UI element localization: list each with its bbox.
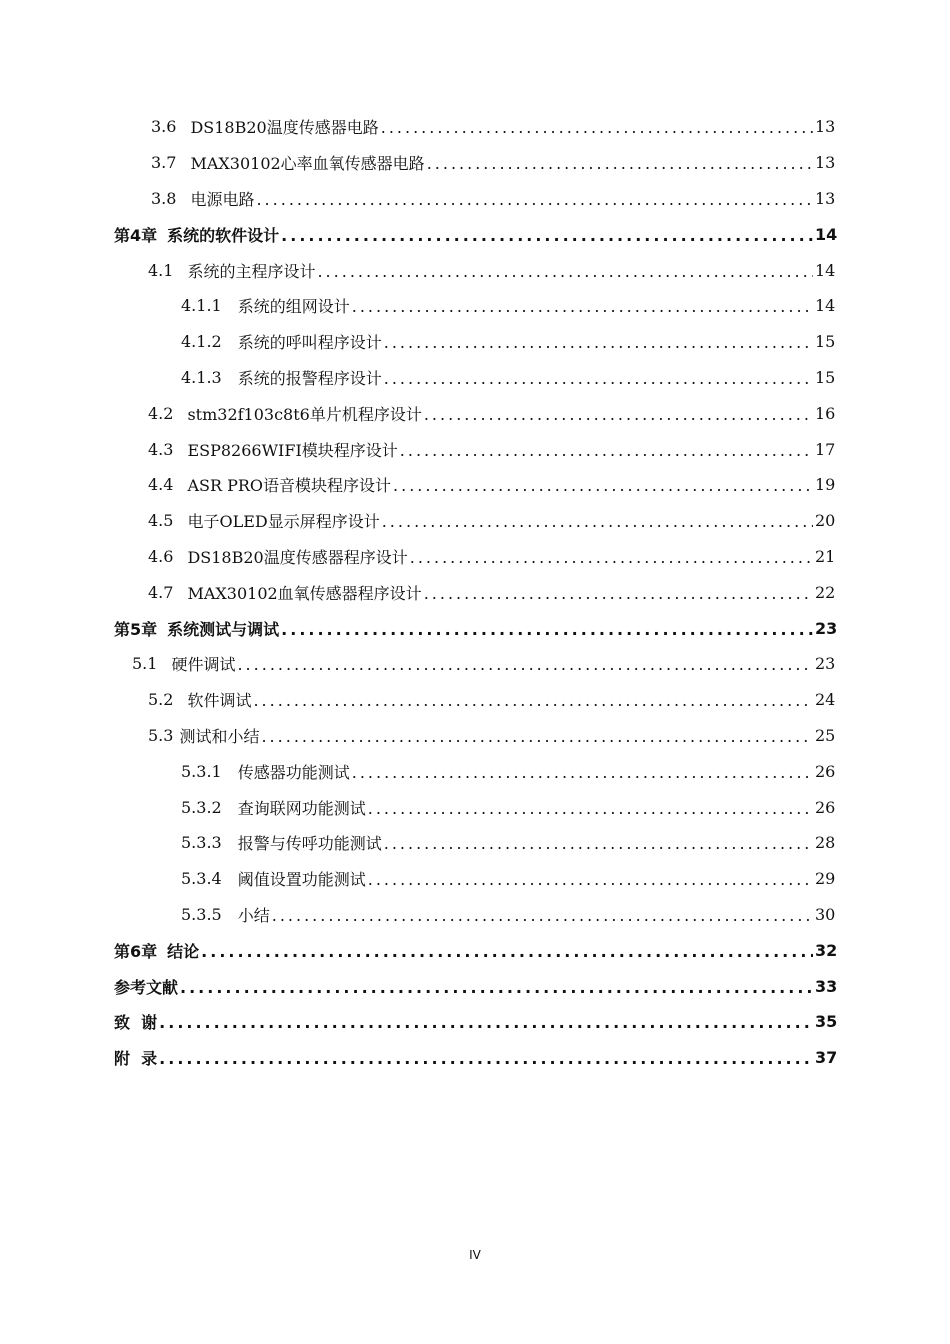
toc-chapter-number: 第4章 [114, 225, 158, 245]
toc-entry-title: ASR PRO语音模块程序设计 [187, 476, 392, 496]
toc-entry-page: 15 [815, 367, 836, 387]
toc-entry-page: 25 [815, 725, 836, 745]
dot-leader [410, 548, 813, 567]
toc-chapter-title: 致 谢 [114, 1013, 158, 1033]
toc-entry-number: 4.5 [148, 511, 174, 531]
toc-chapter-page: 32 [815, 940, 838, 960]
toc-entry-page: 28 [815, 833, 836, 853]
toc-entry-page: 20 [815, 511, 836, 531]
toc-chapter[interactable] [0, 1004, 950, 1040]
toc-entry-title: 报警与传呼功能测试 [237, 834, 382, 854]
toc-entry-page: 24 [815, 690, 836, 710]
toc-chapter-page: 35 [815, 1012, 838, 1032]
toc-entry-number: 4.2 [148, 403, 174, 423]
dot-leader [368, 870, 813, 889]
toc-entry-number: 5.3.2 [181, 797, 222, 817]
toc-entry-title: 系统的呼叫程序设计 [237, 333, 382, 353]
toc-entry[interactable] [0, 109, 950, 145]
toc-chapter-number: 第5章 [114, 619, 158, 639]
toc-entry-number: 5.3.3 [181, 833, 222, 853]
page-number-footer: IV [469, 1248, 481, 1262]
toc-entry-number: 5.3.4 [181, 869, 222, 889]
toc-entry-page: 29 [815, 869, 836, 889]
toc-entry-page: 19 [815, 475, 836, 495]
toc-entry-number: 5.3.1 [181, 761, 222, 781]
toc-entry-page: 13 [815, 117, 836, 137]
table-of-contents [0, 109, 950, 1076]
dot-leader [393, 476, 813, 495]
toc-entry-title: DS18B20温度传感器电路 [190, 118, 379, 138]
toc-entry[interactable] [0, 431, 950, 467]
toc-chapter-title: 系统测试与调试 [167, 619, 280, 639]
dot-leader [272, 906, 813, 925]
toc-entry[interactable] [0, 682, 950, 718]
dot-leader [427, 154, 813, 173]
dot-leader [381, 118, 813, 137]
toc-entry-number: 5.3.5 [181, 904, 222, 924]
dot-leader [352, 297, 813, 316]
dot-leader [281, 226, 813, 245]
toc-entry[interactable] [0, 503, 950, 539]
toc-entry-page: 14 [815, 260, 836, 280]
toc-chapter-title: 结论 [167, 941, 200, 961]
toc-entry-number: 4.1.3 [181, 367, 222, 387]
toc-entry-page: 26 [815, 797, 836, 817]
toc-entry[interactable] [0, 539, 950, 575]
toc-entry-number: 4.6 [148, 546, 174, 566]
toc-subentry[interactable] [0, 825, 950, 861]
toc-entry[interactable] [0, 574, 950, 610]
toc-chapter-page: 33 [815, 976, 838, 996]
toc-subentry[interactable] [0, 324, 950, 360]
toc-entry-title: 测试和小结 [179, 726, 260, 746]
toc-entry-page: 13 [815, 188, 836, 208]
toc-entry-page: 21 [815, 546, 836, 566]
toc-entry-title: 硬件调试 [171, 655, 236, 675]
dot-leader [237, 655, 813, 674]
toc-entry-page: 14 [815, 296, 836, 316]
toc-chapter-page: 14 [815, 224, 838, 244]
toc-entry-page: 16 [815, 403, 836, 423]
toc-chapter-page: 37 [815, 1048, 838, 1068]
toc-entry-title: 系统的主程序设计 [187, 261, 316, 281]
dot-leader [352, 763, 813, 782]
toc-entry[interactable] [0, 252, 950, 288]
toc-subentry[interactable] [0, 360, 950, 396]
toc-subentry[interactable] [0, 288, 950, 324]
dot-leader [384, 834, 813, 853]
toc-entry-number: 4.3 [148, 439, 174, 459]
toc-entry-number: 4.7 [148, 582, 174, 602]
toc-entry-title: 系统的组网设计 [237, 297, 350, 317]
toc-subentry[interactable] [0, 753, 950, 789]
toc-chapter-page: 23 [815, 618, 838, 638]
toc-entry-page: 26 [815, 761, 836, 781]
toc-chapter[interactable] [0, 216, 950, 252]
toc-entry[interactable] [0, 145, 950, 181]
toc-entry[interactable] [0, 395, 950, 431]
dot-leader [317, 262, 813, 281]
dot-leader [201, 942, 813, 961]
dot-leader [400, 441, 813, 460]
toc-entry-page: 17 [815, 439, 836, 459]
toc-entry-title: MAX30102血氧传感器程序设计 [187, 583, 422, 603]
toc-subentry[interactable] [0, 861, 950, 897]
dot-leader [382, 512, 813, 531]
toc-entry-number: 4.4 [148, 475, 174, 495]
dot-leader [281, 620, 813, 639]
toc-entry-title: 电源电路 [190, 189, 255, 209]
dot-leader [253, 691, 813, 710]
dot-leader [368, 799, 813, 818]
toc-entry[interactable] [0, 718, 950, 754]
toc-entry-number: 4.1.2 [181, 332, 222, 352]
toc-chapter-title: 系统的软件设计 [167, 225, 280, 245]
toc-chapter-title: 附 录 [114, 1049, 158, 1069]
dot-leader [424, 584, 813, 603]
dot-leader [159, 1049, 813, 1068]
toc-entry-title: 电子OLED显示屏程序设计 [187, 512, 380, 532]
dot-leader [384, 333, 813, 352]
toc-chapter[interactable] [0, 932, 950, 968]
toc-entry-page: 23 [815, 654, 836, 674]
toc-entry-number: 5.2 [148, 690, 174, 710]
dot-leader [180, 978, 813, 997]
toc-chapter[interactable] [0, 968, 950, 1004]
toc-entry[interactable] [0, 467, 950, 503]
toc-entry-page: 15 [815, 332, 836, 352]
toc-entry-title: 系统的报警程序设计 [237, 368, 382, 388]
toc-entry-title: 阈值设置功能测试 [237, 870, 366, 890]
toc-entry-title: stm32f103c8t6单片机程序设计 [187, 404, 422, 424]
toc-entry-title: DS18B20温度传感器程序设计 [187, 547, 408, 567]
toc-entry-number: 4.1.1 [181, 296, 222, 316]
toc-entry-number: 3.8 [151, 188, 177, 208]
toc-entry-number: 5.1 [132, 654, 158, 674]
toc-entry-number: 4.1 [148, 260, 174, 280]
toc-entry-number: 3.6 [151, 117, 177, 137]
toc-entry-title: 查询联网功能测试 [237, 798, 366, 818]
toc-entry-title: 小结 [237, 905, 270, 925]
toc-entry-title: 软件调试 [187, 691, 252, 711]
toc-chapter-number: 第6章 [114, 941, 158, 961]
toc-entry[interactable] [0, 646, 950, 682]
toc-entry-number: 3.7 [151, 153, 177, 173]
toc-entry-page: 30 [815, 904, 836, 924]
toc-chapter[interactable] [0, 610, 950, 646]
toc-subentry[interactable] [0, 789, 950, 825]
dot-leader [261, 727, 813, 746]
dot-leader [424, 405, 813, 424]
toc-entry-page: 13 [815, 153, 836, 173]
toc-subentry[interactable] [0, 897, 950, 933]
dot-leader [384, 369, 813, 388]
toc-entry-title: ESP8266WIFI模块程序设计 [187, 440, 398, 460]
dot-leader [159, 1013, 813, 1032]
toc-entry[interactable] [0, 181, 950, 217]
toc-entry-title: 传感器功能测试 [237, 762, 350, 782]
toc-entry-number: 5.3 [148, 725, 174, 745]
toc-entry-title: MAX30102心率血氧传感器电路 [190, 154, 425, 174]
toc-chapter-title: 参考文献 [114, 977, 179, 997]
toc-entry-page: 22 [815, 582, 836, 602]
toc-chapter[interactable] [0, 1040, 950, 1076]
dot-leader [256, 190, 813, 209]
